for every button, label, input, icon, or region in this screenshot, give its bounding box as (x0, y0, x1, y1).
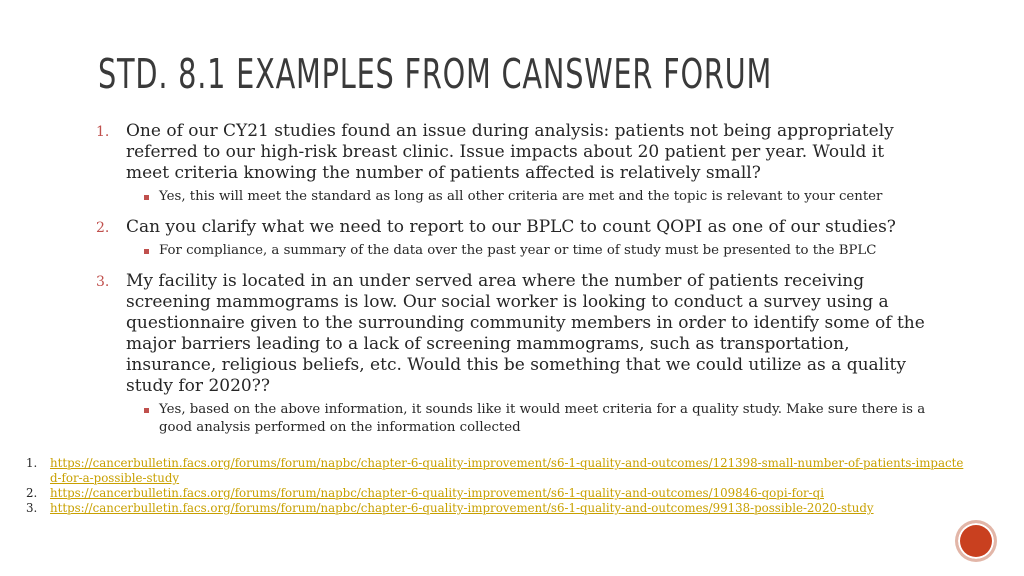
answer-item (126, 188, 926, 206)
answer-text: For compliance, a summary of the data over the past year or time of study must be presented to the BPLC (159, 243, 877, 258)
square-bullet-icon (144, 195, 149, 200)
reference-list (26, 456, 966, 516)
question-text: One of our CY21 studies found an issue during analysis: patients not being appropriately referred to our high-risk breast clinic. Issue impacts about 20 patient per year. Would it meet criteria knowing the number of patients affected is relatively small? (126, 121, 894, 183)
square-bullet-icon (144, 249, 149, 254)
answer-text: Yes, based on the above information, it sounds like it would meet criteria for a quality study. Make sure there is a good analysis performed on the information collected (159, 402, 926, 435)
question-list (96, 121, 926, 448)
reference-number: 3. (26, 501, 38, 515)
slide-title: STD. 8.1 EXAMPLES FROM CANSWER FORUM (98, 50, 773, 98)
question-number: 3. (96, 274, 110, 290)
answer-text: Yes, this will meet the standard as long as all other criteria are met and the topic is relevant to your center (159, 189, 883, 204)
question-text: My facility is located in an under served area where the number of patients receiving screening mammograms is low. Our social worker is looking to conduct a survey using a questionnaire given to the surrounding community members in order to identify some of the major barriers leading to a lack of screening mammograms, such as transportation, insurance, religious beliefs, etc. Would this be something that we could utilize as a quality study for 2020?? (126, 271, 925, 396)
reference-item (26, 501, 966, 516)
question-text: Can you clarify what we need to report to our BPLC to count QOPI as one of our studies? (126, 217, 896, 237)
answer-item (126, 401, 926, 437)
reference-link[interactable]: https://cancerbulletin.facs.org/forums/forum/napbc/chapter-6-quality-improvement/s6-1-quality-and-outcomes/99138-possible-2020-study (50, 501, 874, 515)
question-item (96, 121, 926, 206)
question-item (96, 271, 926, 437)
slide-nav-button[interactable] (958, 523, 994, 559)
reference-number: 2. (26, 486, 38, 500)
reference-item (26, 456, 966, 486)
reference-item (26, 486, 966, 501)
square-bullet-icon (144, 408, 149, 413)
reference-number: 1. (26, 456, 38, 470)
reference-link[interactable]: https://cancerbulletin.facs.org/forums/forum/napbc/chapter-6-quality-improvement/s6-1-quality-and-outcomes/121398-small-number-of-patients-impacted-for-a-possible-study (50, 456, 964, 485)
question-number: 2. (96, 220, 110, 236)
answer-item (126, 242, 926, 260)
question-item (96, 217, 926, 260)
reference-link[interactable]: https://cancerbulletin.facs.org/forums/forum/napbc/chapter-6-quality-improvement/s6-1-quality-and-outcomes/109846-qopi-for-qi (50, 486, 824, 500)
question-number: 1. (96, 124, 110, 140)
